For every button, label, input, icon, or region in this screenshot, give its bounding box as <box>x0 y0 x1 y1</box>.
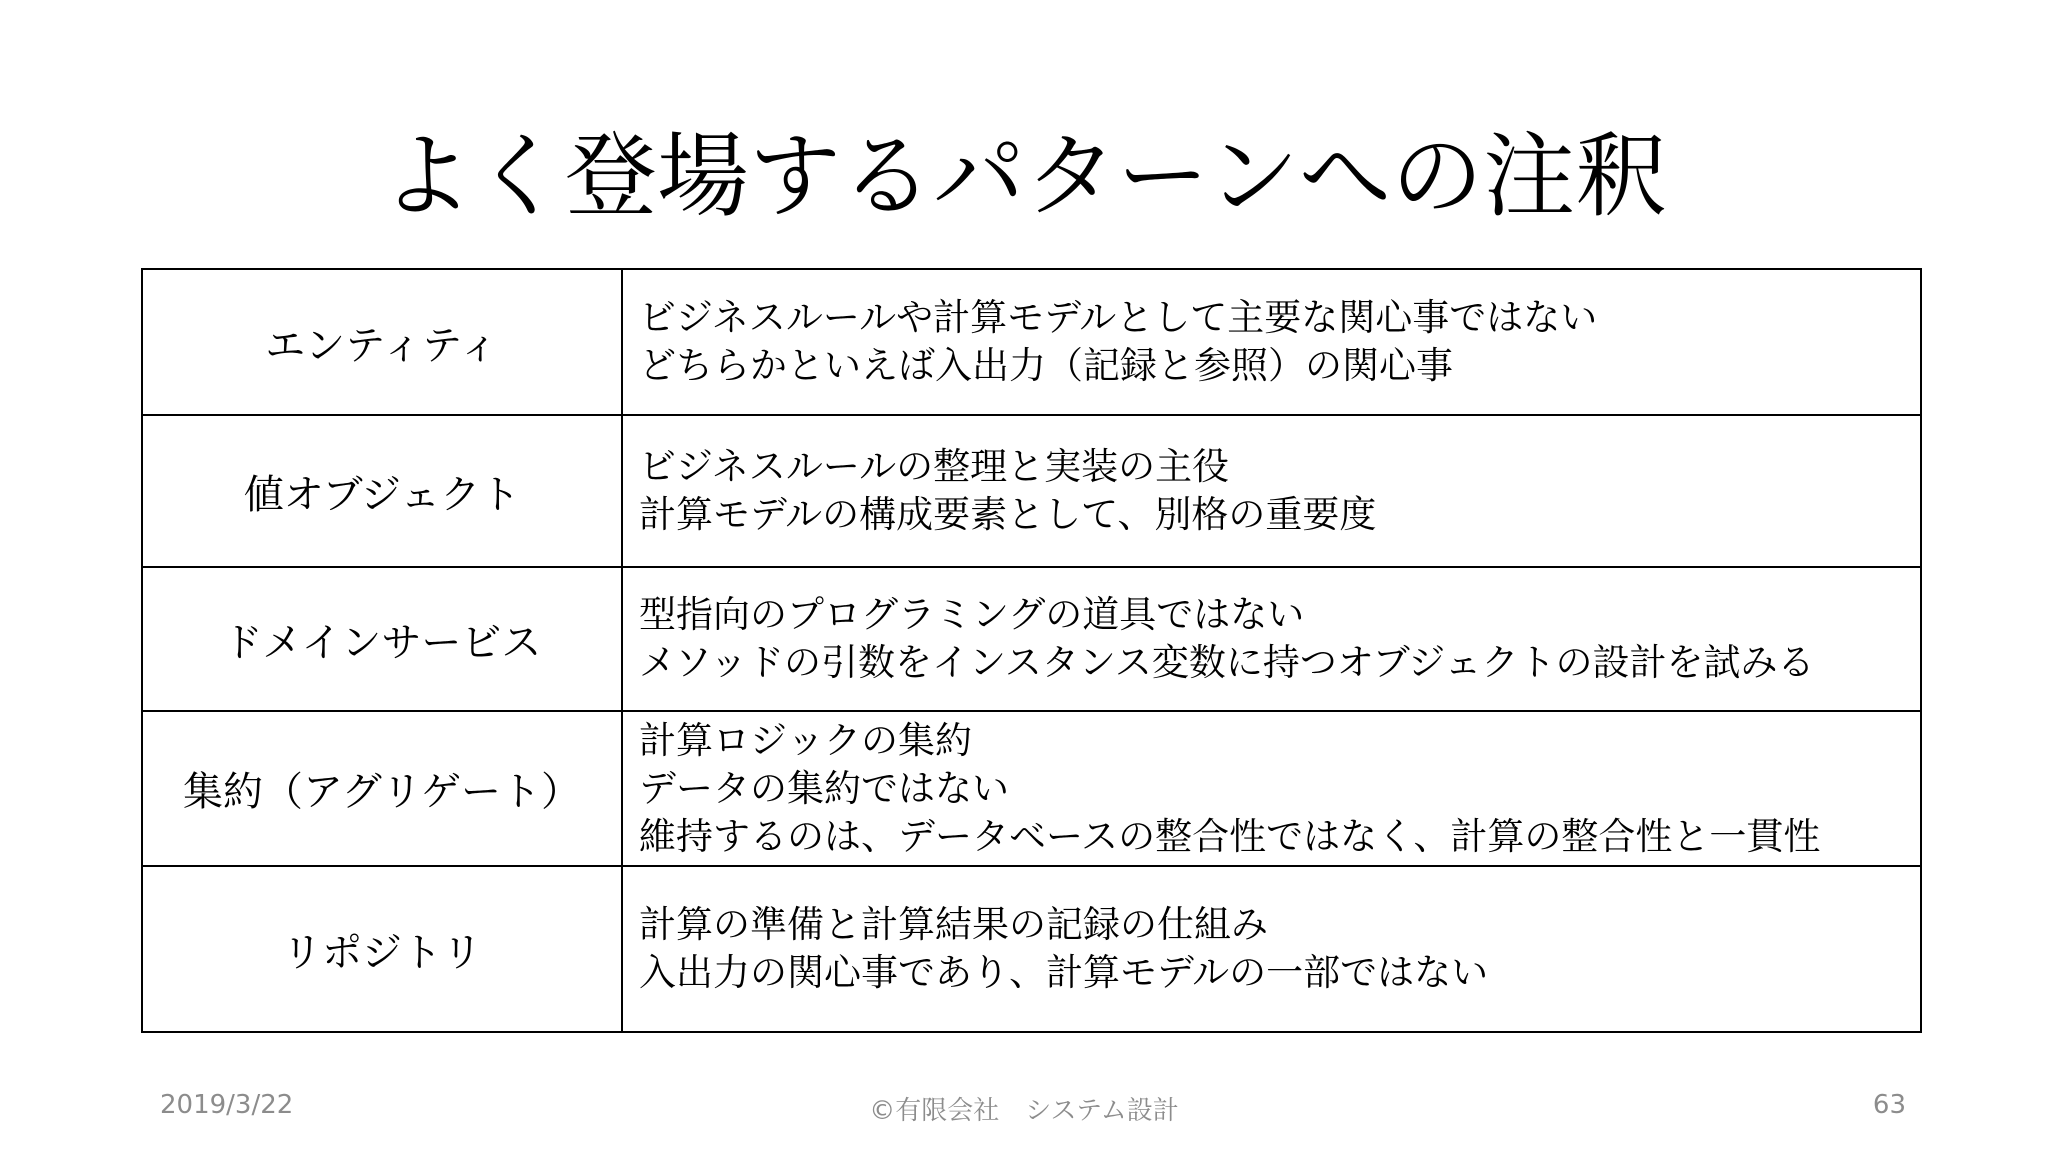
pattern-name-cell: 集約（アグリゲート） <box>142 711 622 866</box>
description-line: データの集約ではない <box>639 766 1009 810</box>
pattern-description-cell <box>622 711 1921 866</box>
description-line: 維持するのは、データベースの整合性ではなく、計算の整合性と一貫性 <box>639 814 1821 858</box>
description-line: ビジネスルールや計算モデルとして主要な関心事ではない <box>639 296 1598 339</box>
table-row <box>142 866 1921 1032</box>
table-row <box>142 415 1921 567</box>
pattern-name-cell: 値オブジェクト <box>142 415 622 567</box>
pattern-description-cell <box>622 415 1921 567</box>
table-row <box>142 711 1921 866</box>
footer-date: 2019/3/22 <box>160 1090 294 1120</box>
footer-copyright: ©有限会社 システム設計 <box>869 1096 1179 1126</box>
description-line: 計算ロジックの集約 <box>639 718 972 762</box>
pattern-annotation-table <box>141 268 1922 1033</box>
description-line: 計算の準備と計算結果の記録の仕組み <box>639 903 1268 946</box>
slide-title: よく登場するパターンへの注釈 <box>380 123 1668 230</box>
table-row <box>142 269 1921 415</box>
pattern-name-cell: エンティティ <box>142 269 622 415</box>
description-line: どちらかといえば入出力（記録と参照）の関心事 <box>639 344 1453 387</box>
pattern-description-cell <box>622 866 1921 1032</box>
pattern-description-cell <box>622 269 1921 415</box>
page-number: 63 <box>1872 1090 1906 1120</box>
description-line: 入出力の関心事であり、計算モデルの一部ではない <box>639 951 1489 994</box>
description-line: 計算モデルの構成要素として、別格の重要度 <box>639 493 1377 536</box>
description-line: メソッドの引数をインスタンス変数に持つオブジェクトの設計を試みる <box>639 641 1815 684</box>
pattern-name-cell: ドメインサービス <box>142 567 622 711</box>
pattern-description-cell <box>622 567 1921 711</box>
description-line: 型指向のプログラミングの道具ではない <box>639 593 1305 636</box>
description-line: ビジネスルールの整理と実装の主役 <box>639 445 1230 488</box>
table-row <box>142 567 1921 711</box>
pattern-name-cell: リポジトリ <box>142 866 622 1032</box>
